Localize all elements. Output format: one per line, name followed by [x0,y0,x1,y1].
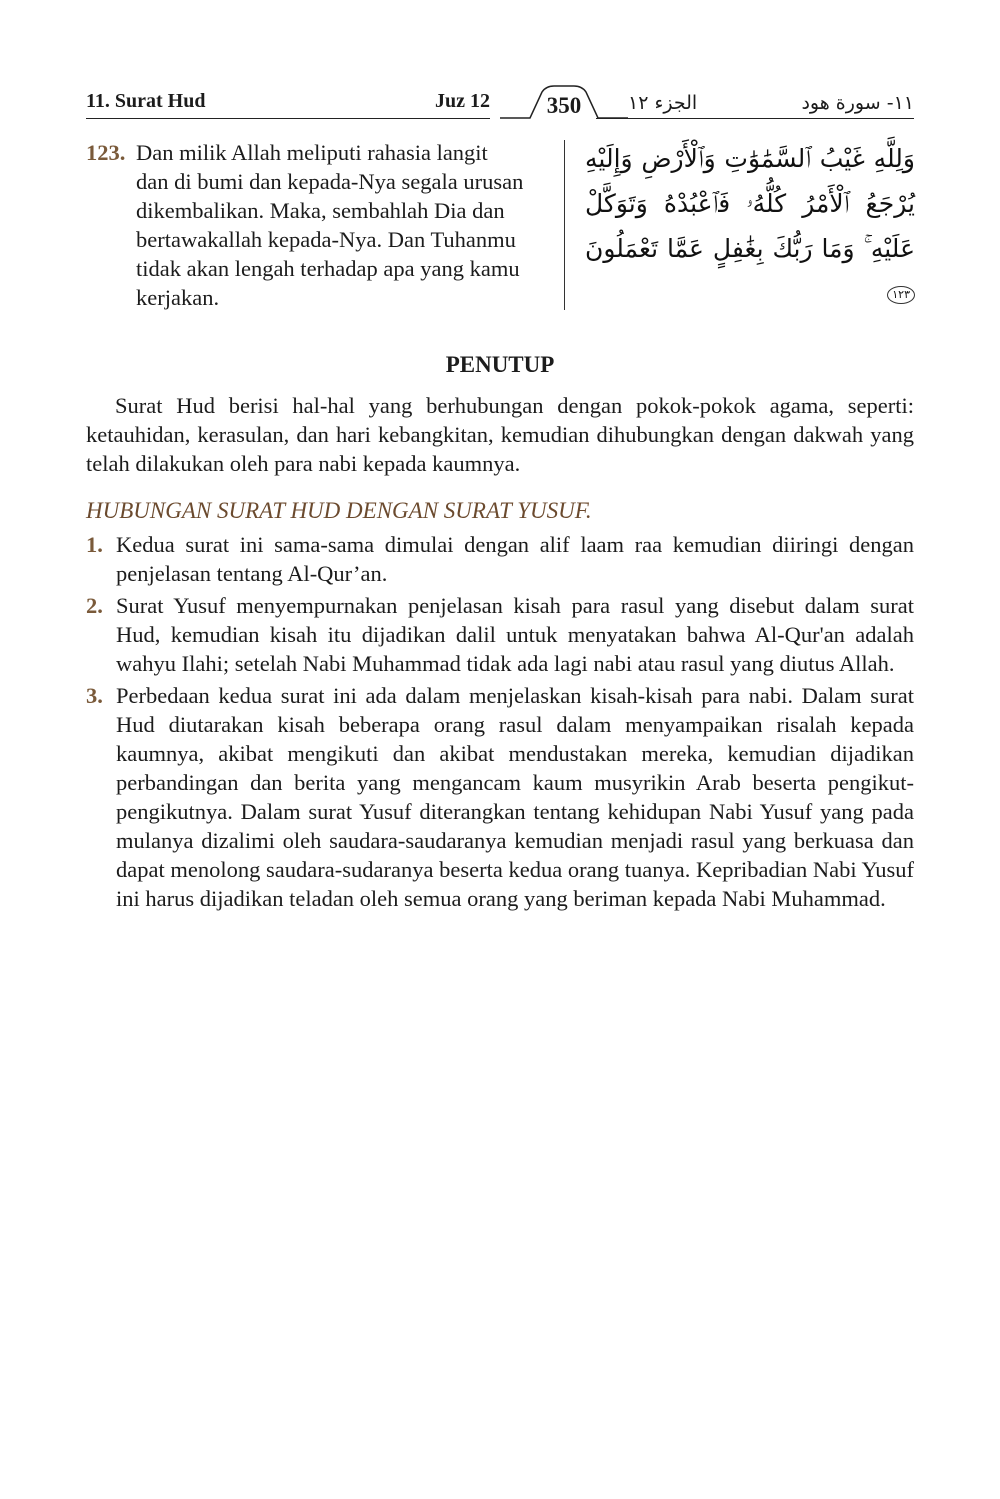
column-divider [564,140,565,310]
list-item-text: Kedua surat ini sama-sama dimulai dengan alif laam raa kemudian diiringi dengan penjelasan tentang Al-Qur’an. [116,532,914,586]
translation-line: kerjakan. [136,285,220,310]
list-item [86,530,914,588]
relation-heading: HUBUNGAN SURAT HUD DENGAN SURAT YUSUF. [86,498,592,523]
running-header-juz-arabic: الجزء ١٢ [628,92,698,114]
running-header-juz: Juz 12 [435,90,490,112]
verse-translation [86,138,556,312]
translation-line: Dan milik Allah meliputi rahasia langit [136,140,488,165]
header-rule-left [86,118,490,119]
translation-line: tidak akan lengah terhadap apa yang kamu [136,256,520,281]
translation-line: dan di bumi dan kepada-Nya segala urusan [136,169,524,194]
list-item-text: Surat Yusuf menyempurnakan penjelasan kisah para rasul yang disebut dalam surat Hud, kemudian kisah itu dijadikan dalil untuk menyatakan bahwa Al-Qur'an adalah wahyu Ilahi; setelah Nabi Muhammad tidak ada lagi nabi atau rasul yang diutus Allah. [116,593,914,676]
translation-line: bertawakallah kepada-Nya. Dan Tuhanmu [136,227,516,252]
section-title: PENUTUP [445,352,555,377]
running-header-surah: 11. Surat Hud [86,90,206,112]
ayah-end-marker: ١٢٣ [887,286,915,304]
list-item-number: 2. [86,593,103,618]
list-item-text: Perbedaan kedua surat ini ada dalam menjelaskan kisah-kisah para nabi. Dalam surat Hud diutarakan kisah beberapa orang rasul dalam menyampaikan risalah kepada kaumnya, akibat mengikuti dan akibat mendustakan mereka, kemudian dijadikan perbandingan dan berita yang mengancam kaum musyrikin Arab beserta pengikut-pengikutnya. Dalam surat Yusuf diterangkan tentang kehidupan Nabi Yusuf yang pada mulanya dizalimi oleh saudara-saudaranya kemudian menjadi rasul yang berkuasa dan dapat menolong saudara-sudaranya beserta kedua orang tuanya. Kepribadian Nabi Yusuf ini harus dijadikan teladan oleh semua orang yang beriman kepada Nabi Muhammad. [116,683,914,911]
page-number: 350 [546,93,582,118]
arabic-verse [585,136,915,316]
list-item-number: 1. [86,532,103,557]
header-rule-right [596,118,914,119]
list-item [86,681,914,913]
translation-line: dikembalikan. Maka, sembahlah Dia dan [136,198,505,223]
verse-number: 123. [86,140,126,165]
running-header-surah-arabic: ١١- سورة هود [801,92,914,114]
list-item-number: 3. [86,683,103,708]
list-item [86,591,914,678]
relation-list [86,530,914,916]
arabic-verse-text: وَلِلَّهِ غَيْبُ ٱلسَّمَٰوَٰتِ وَٱلْأَرْضِ وَإِلَيْهِ يُرْجَعُ ٱلْأَمْرُ كُلُّهُۥ فَٱعْبُدْهُ وَتَوَكَّلْ عَلَيْهِ ۚ وَمَا رَبُّكَ بِغَٰفِلٍ عَمَّا تَعْمَلُونَ [585,144,915,263]
closing-paragraph: Surat Hud berisi hal-hal yang berhubungan dengan pokok-pokok agama, seperti: ketauhidan, kerasulan, dan hari kebangkitan, kemudian dihubungkan dengan dakwah yang telah dilakukan oleh para nabi kepada kaumnya. [86,393,914,476]
